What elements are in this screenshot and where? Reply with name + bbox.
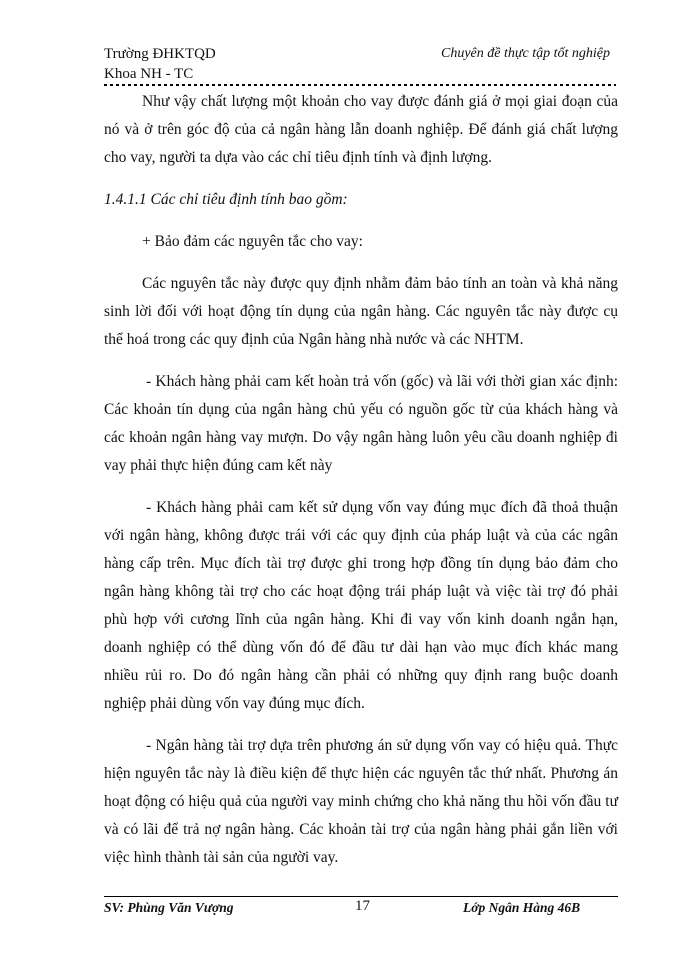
header-divider [104,84,616,86]
section-heading: 1.4.1.1 Các chỉ tiêu định tính bao gồm: [104,191,348,208]
faculty-name: Khoa NH - TC [104,66,194,82]
footer-class: Lớp Ngân Hàng 46B [463,900,581,915]
document-title: Chuyên đề thực tập tốt nghiệp [441,46,610,61]
paragraph-principles: Các nguyên tắc này được quy định nhằm đảm bảo tính an toàn và khả năng sinh lời đối với hoạt động tín dụng của ngân hàng. Các nguyên tắc này được cụ thể hoá trong các quy định của Ngân hàng nhà nước và các NHTM. [104,275,618,348]
page-body [104,88,618,872]
bullet-principles: + Bảo đảm các nguyên tắc cho vay: [142,233,363,250]
header-left [104,44,216,84]
paragraph-purpose: - Khách hàng phải cam kết sử dụng vốn vay đúng mục đích đã thoả thuận với ngân hàng, không được trái với các quy định của pháp luật và của các ngân hàng cấp trên. Mục đích tài trợ được ghi trong hợp đồng tín dụng bảo đảm cho ngân hàng không tài trợ cho các hoạt động trái pháp luật và việc tài trợ đó phải phù hợp với cương lĩnh của ngân hàng. Khi đi vay vốn kinh doanh ngắn hạn, doanh nghiệp có thể dùng vốn đó để đầu tư dài hạn vào mục đích khác mang nhiều rủi ro. Do đó ngân hàng cần phải có những quy định rang buộc doanh nghiệp phải dùng vốn vay đúng mục đích. [104,499,618,712]
footer-student: SV: Phùng Văn Vượng [104,900,234,915]
paragraph-intro: Như vậy chất lượng một khoản cho vay được đánh giá ở mọi giai đoạn của nó và ở trên góc độ của cả ngân hàng lẫn doanh nghiệp. Để đánh giá chất lượng cho vay, người ta dựa vào các chỉ tiêu định tính và định lượng. [104,93,618,166]
paragraph-efficiency: - Ngân hàng tài trợ dựa trên phương án sử dụng vốn vay có hiệu quả. Thực hiện nguyên tắc này là điều kiện để thực hiện các nguyên tắc thứ nhất. Phương án hoạt động có hiệu quả của người vay minh chứng cho khả năng thu hồi vốn đầu tư và có lãi để trả nợ ngân hàng. Các khoản tài trợ của ngân hàng phải gắn liền với việc hình thành tài sản của người vay. [104,737,618,866]
footer-divider [104,896,618,897]
school-name: Trường ĐHKTQD [104,46,216,62]
paragraph-repayment: - Khách hàng phải cam kết hoàn trả vốn (gốc) và lãi với thời gian xác định: Các khoản tín dụng của ngân hàng chủ yếu có nguồn gốc từ của khách hàng và các khoản ngân hàng vay mượn. Do vậy ngân hàng luôn yêu cầu doanh nghiệp đi vay phải thực hiện đúng cam kết này [104,373,618,474]
page-number: 17 [355,898,370,914]
